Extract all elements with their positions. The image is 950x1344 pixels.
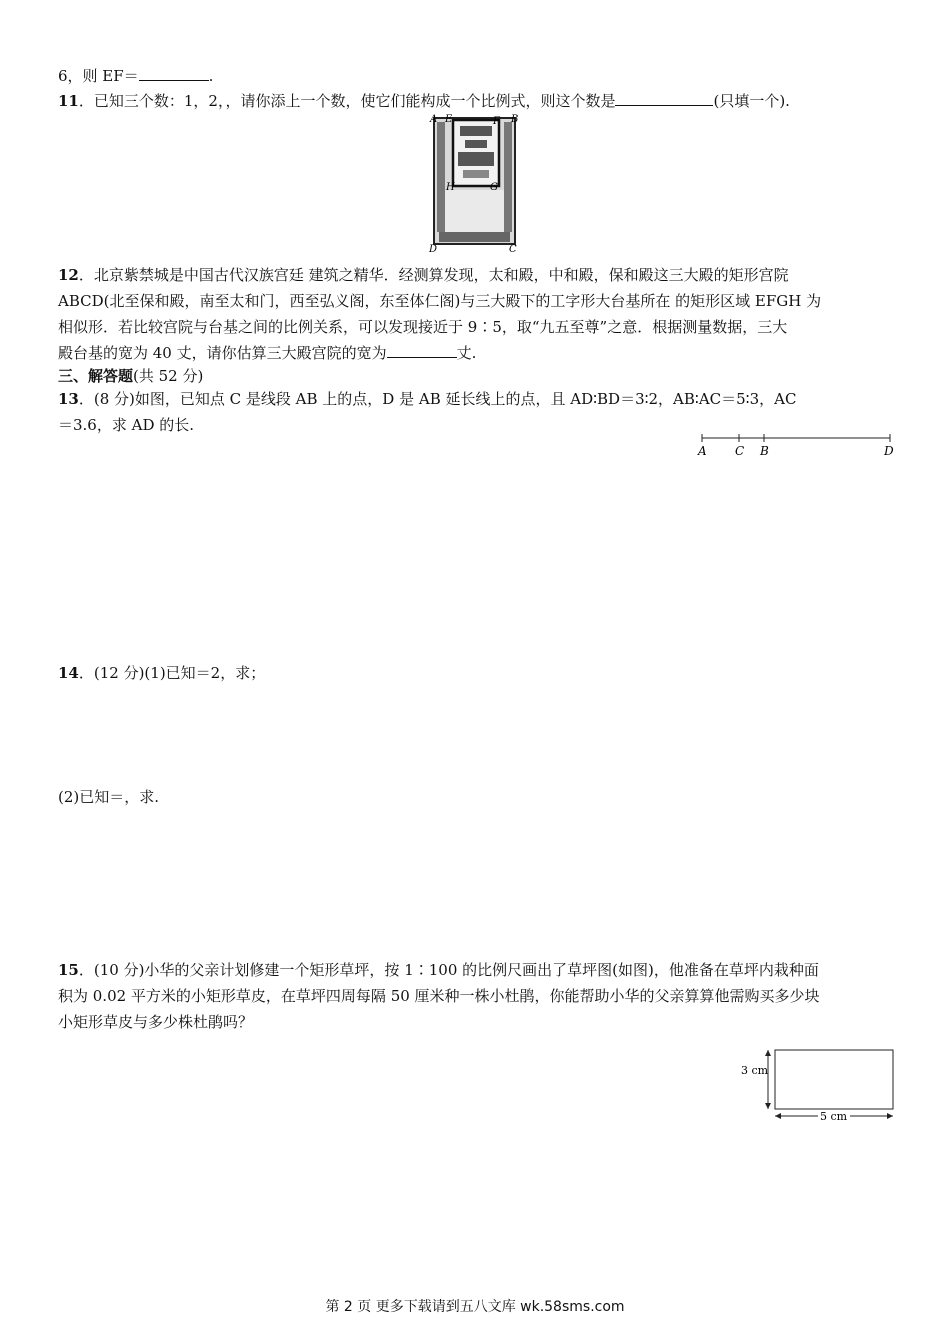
previous-question-tail: 6，则 EF＝ . bbox=[58, 67, 214, 85]
label-b: B bbox=[511, 114, 519, 125]
stairs bbox=[463, 170, 489, 178]
hall-zhonghe bbox=[465, 140, 487, 148]
segment-figure bbox=[696, 430, 896, 460]
label-f: F bbox=[493, 116, 500, 127]
east-wall bbox=[504, 122, 512, 232]
question-11: 11．已知三个数：1，2，，请你添上一个数，使它们能构成一个比例式，则这个数是 (只填一个). bbox=[58, 92, 790, 110]
point-c: C bbox=[735, 444, 745, 458]
arrow-left bbox=[775, 1113, 781, 1119]
answer-blank bbox=[387, 342, 457, 358]
answer-blank bbox=[615, 90, 713, 106]
question-15: 15．(10 分)小华的父亲计划修建一个矩形草坪，按 1∶100 的比例尺画出了草坪图(如图)，他准备在草坪内栽种面 积为 0.02 平方米的小矩形草皮，在草坪四周每隔 50 厘米种一株小杜鹃，你能帮助小华的父亲算算他需购买多少块 小矩形草皮与多少株杜鹃吗？ bbox=[58, 961, 820, 1031]
label-e: E bbox=[445, 114, 453, 125]
question-14-part1: 14．(12 分)(1)已知＝2，求； bbox=[58, 664, 266, 682]
hall-taihe bbox=[458, 152, 494, 166]
lawn-figure bbox=[738, 1046, 898, 1126]
question-12: 12．北京紫禁城是中国古代汉族宫廷 建筑之精华．经测算发现，太和殿，中和殿，保和殿这三大殿的矩形宫院 ABCD(北至保和殿，南至太和门，西至弘义阁，东至体仁阁)与三大殿下的工字形大台基所在 的矩形区域 EFGH 为 相似形．若比较宫院与台基之间的比例关系，可以发现接近于 9∶5，取“九五至尊”之意．根据测量数据，三大 殿台基的宽为 40 丈，请你估算三大殿宫院的宽为 丈. bbox=[58, 266, 822, 362]
label-c: C bbox=[509, 244, 517, 254]
question-14-part2: (2)已知＝，求. bbox=[58, 788, 160, 806]
point-a: A bbox=[698, 444, 707, 458]
label-h: H bbox=[446, 182, 455, 193]
section-title: 三、解答题(共 52 分) bbox=[58, 367, 204, 385]
point-b: B bbox=[760, 444, 769, 458]
page-footer: 第 2 页 更多下载请到五八文库 wk.58sms.com bbox=[325, 1299, 625, 1315]
label-d: D bbox=[429, 244, 438, 254]
forbidden-city-figure bbox=[427, 112, 523, 254]
label-g: G bbox=[490, 182, 498, 193]
lawn-rect bbox=[775, 1050, 893, 1109]
point-d: D bbox=[884, 444, 894, 458]
width-label: 5 cm bbox=[820, 1110, 848, 1123]
label-a: A bbox=[430, 114, 438, 125]
arrow-down bbox=[765, 1103, 771, 1109]
height-label: 3 cm bbox=[741, 1064, 769, 1077]
hall-baohe bbox=[460, 126, 492, 136]
arrow-right bbox=[887, 1113, 893, 1119]
answer-blank bbox=[139, 65, 209, 81]
west-wall bbox=[437, 122, 445, 232]
question-13: 13．(8 分)如图，已知点 C 是线段 AB 上的点，D 是 AB 延长线上的点，且 AD∶BD＝3∶2，AB∶AC＝5∶3，AC ＝3.6，求 AD 的长. bbox=[58, 390, 797, 434]
taihe-gate bbox=[439, 232, 510, 242]
arrow-up bbox=[765, 1050, 771, 1056]
